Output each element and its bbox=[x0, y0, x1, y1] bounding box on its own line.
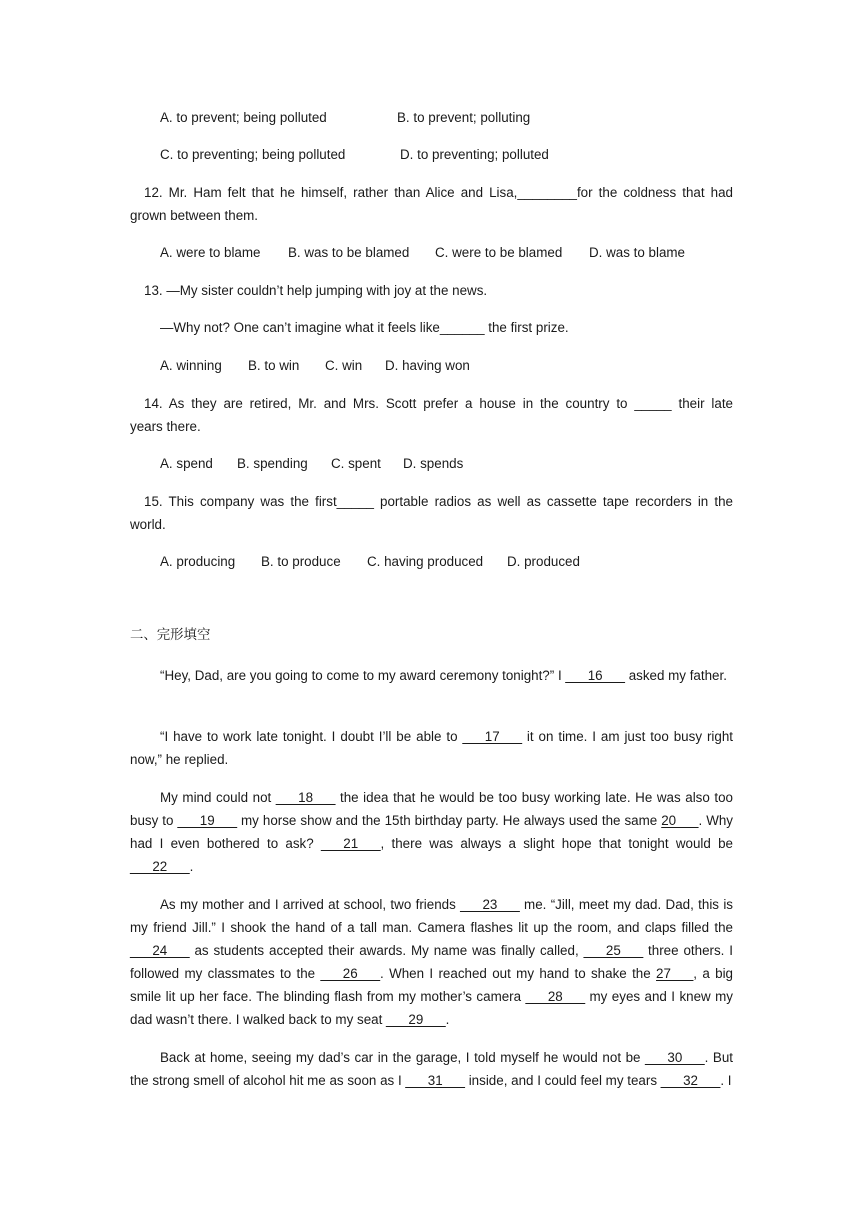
q15-stem-line2: world. bbox=[130, 517, 166, 532]
q14-option-a: A. spend bbox=[160, 456, 213, 471]
blank-23: ___23___ bbox=[460, 897, 520, 912]
blank-16: ___16___ bbox=[565, 668, 625, 683]
blank-27: 27___ bbox=[656, 966, 694, 981]
blank-22: ___22___ bbox=[130, 859, 190, 874]
q11-option-c: C. to preventing; being polluted bbox=[160, 147, 346, 162]
q12-stem-line1: 12. Mr. Ham felt that he himself, rather than Alice and Lisa,________for the coldness that had bbox=[144, 185, 733, 200]
q13-option-c: C. win bbox=[325, 358, 363, 373]
q14-option-c: C. spent bbox=[331, 456, 381, 471]
blank-20: 20___ bbox=[661, 813, 699, 828]
q13-option-b: B. to win bbox=[248, 358, 300, 373]
blank-19: ___19___ bbox=[177, 813, 238, 828]
blank-25: ___25___ bbox=[583, 943, 644, 958]
q12-option-b: B. was to be blamed bbox=[288, 245, 410, 260]
blank-31: ___31___ bbox=[405, 1073, 465, 1088]
q13-option-a: A. winning bbox=[160, 358, 222, 373]
blank-32: ___32___ bbox=[660, 1073, 721, 1088]
q11-option-a: A. to prevent; being polluted bbox=[160, 110, 327, 125]
q15-option-d: D. produced bbox=[507, 554, 580, 569]
blank-29: ___29___ bbox=[386, 1012, 446, 1027]
q13-option-d: D. having won bbox=[385, 358, 470, 373]
q12-option-a: A. were to blame bbox=[160, 245, 261, 260]
q12-option-d: D. was to blame bbox=[589, 245, 686, 260]
q14-stem-line1: 14. As they are retired, Mr. and Mrs. Scott prefer a house in the country to _____ their late bbox=[144, 396, 733, 411]
q15-option-c: C. having produced bbox=[367, 554, 484, 569]
blank-18: ___18___ bbox=[275, 790, 336, 805]
passage-paragraph-5: Back at home, seeing my dad’s car in the garage, I told myself he would not be ___30___. But the strong smell of alcohol hit me as soon as I ___31___ inside, and I could feel my tears ___32___. I bbox=[130, 1050, 733, 1088]
passage-paragraph-3: My mind could not ___18___ the idea that he would be too busy working late. He was also too busy to ___19___ my horse show and the 15th birthday party. He always used the same 20___. Why had I even bothered to ask? ___21___, there was always a slight hope that tonight would be ___22___. bbox=[130, 790, 734, 874]
q15-option-a: A. producing bbox=[160, 554, 236, 569]
q12-stem-line2: grown between them. bbox=[130, 208, 259, 223]
q14-option-b: B. spending bbox=[237, 456, 308, 471]
q15-option-b: B. to produce bbox=[261, 554, 341, 569]
blank-24: ___24___ bbox=[130, 943, 190, 958]
q14-stem-line2: years there. bbox=[130, 419, 201, 434]
blank-21: ___21___ bbox=[320, 836, 381, 851]
q11-option-b: B. to prevent; polluting bbox=[397, 110, 531, 125]
blank-30: ___30___ bbox=[645, 1050, 705, 1065]
q12-option-c: C. were to be blamed bbox=[435, 245, 563, 260]
passage-paragraph-1: “Hey, Dad, are you going to come to my award ceremony tonight?” I ___16___ asked my father. bbox=[160, 668, 727, 683]
section-title: 二、完形填空 bbox=[130, 628, 211, 643]
blank-17: ___17___ bbox=[462, 729, 523, 744]
q13-stem-line1: 13. —My sister couldn’t help jumping with joy at the news. bbox=[144, 283, 488, 298]
blank-26: ___26___ bbox=[320, 966, 381, 981]
passage-paragraph-4: As my mother and I arrived at school, two friends ___23___ me. “Jill, meet my dad. Dad, this is my friend Jill.” I shook the hand of a tall man. Camera flashes lit up the room, and claps filled the ___24___ as students accepted their awards. My name was finally called, ___25___ three others. I followed my classmates to the ___26___. When I reached out my hand to shake the 27___, a big smile lit up her face. The blinding flash from my mother’s camera ___28___ my eyes and I knew my dad wasn’t there. I walked back to my seat ___29___. bbox=[130, 897, 734, 1027]
q15-stem-line1: 15. This company was the first_____ portable radios as well as cassette tape recorders in the bbox=[144, 494, 733, 509]
q14-option-d: D. spends bbox=[403, 456, 464, 471]
blank-28: ___28___ bbox=[525, 989, 586, 1004]
q13-stem-line2: —Why not? One can’t imagine what it feels like______ the first prize. bbox=[160, 320, 569, 335]
passage-paragraph-2: “I have to work late tonight. I doubt I’ll be able to ___17___ it on time. I am just too busy right now,” he replied. bbox=[130, 729, 733, 767]
q11-option-d: D. to preventing; polluted bbox=[400, 147, 549, 162]
